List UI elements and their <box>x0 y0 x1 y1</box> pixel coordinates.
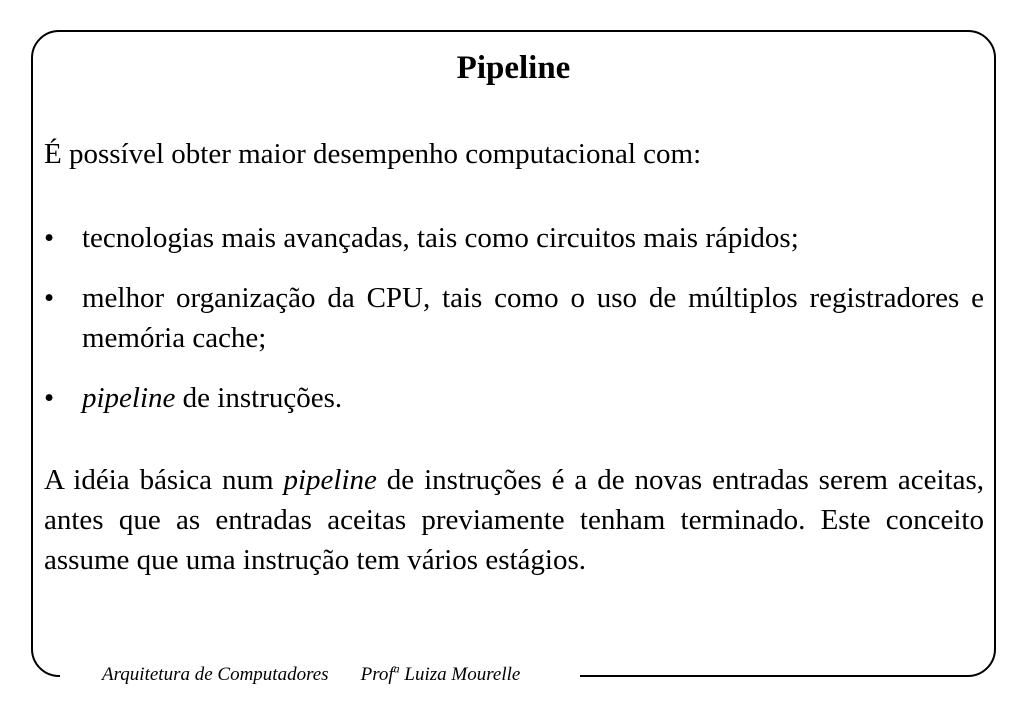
slide-content <box>44 134 984 580</box>
bullet-emphasis: pipeline <box>82 382 176 414</box>
bullet-text: melhor organização da CPU, tais como o uso de múltiplos registradores e memória cache; <box>82 282 984 354</box>
footer-prof-prefix: Prof <box>360 664 394 685</box>
bullet-text: tecnologias mais avançadas, tais como circuitos mais rápidos; <box>82 222 799 254</box>
slide-footer <box>60 661 580 686</box>
intro-text: É possível obter maior desempenho computacional com: <box>44 138 702 170</box>
bullet-icon: • <box>44 382 55 414</box>
bullet-list <box>44 218 984 418</box>
footer-course: Arquitetura de Computadores <box>102 664 329 685</box>
bullet-item <box>44 278 984 358</box>
paragraph-emphasis: pipeline <box>283 464 377 496</box>
paragraph-part1: A idéia básica num <box>44 464 284 496</box>
bullet-icon: • <box>44 282 55 314</box>
bullet-item <box>44 378 984 418</box>
bullet-text: de instruções. <box>175 382 343 414</box>
footer-prof-name: Luiza Mourelle <box>399 664 521 685</box>
body-paragraph <box>44 460 984 580</box>
footer-professor <box>360 661 521 686</box>
footer-prof-sup: a <box>393 661 400 676</box>
bullet-item <box>44 218 984 258</box>
bullet-icon: • <box>44 222 55 254</box>
slide-title: Pipeline <box>456 50 571 86</box>
paragraph-part2: de instruções é a de novas entradas serem aceitas, antes que as entradas aceitas previamente tenham terminado. Este conceito assume que uma instrução tem vários estágios. <box>44 464 984 576</box>
